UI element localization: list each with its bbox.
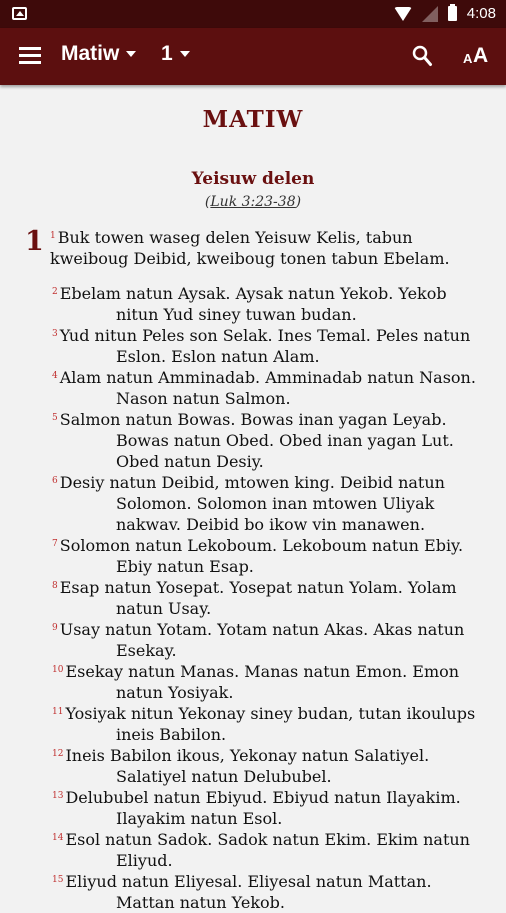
verse-number: 12 [52, 749, 64, 759]
verse-text: Alam natun Amminadab. Amminadab natun Nason. Nason natun Salmon. [59, 368, 476, 408]
verse-text: Eliyud natun Eliyesal. Eliyesal natun Mattan. Mattan natun Yekob. [65, 872, 432, 912]
chapter-number: 1 [25, 226, 44, 257]
cell-signal-icon [422, 6, 438, 22]
verse[interactable] [52, 661, 492, 703]
verse[interactable] [52, 325, 492, 367]
verse-text: Yosiyak nitun Yekonay siney budan, tutan ikoulups ineis Babilon. [65, 704, 476, 744]
verse-text: Ineis Babilon ikous, Yekonay natun Salatiyel. Salatiyel natun Delububel. [65, 746, 430, 786]
verse-number: 15 [52, 875, 64, 885]
book-title: MATIW [202, 106, 304, 133]
verse-text: Esap natun Yosepat. Yosepat natun Yolam. Yolam natun Usay. [59, 578, 457, 618]
verse[interactable] [52, 745, 492, 787]
verse-number: 8 [52, 581, 58, 591]
verse-number: 7 [52, 539, 58, 549]
wifi-icon [394, 7, 412, 21]
status-time: 4:08 [466, 5, 496, 22]
verse[interactable] [52, 619, 492, 661]
app-bar [0, 28, 506, 85]
verse[interactable] [52, 283, 492, 325]
status-bar [0, 0, 506, 28]
battery-icon [448, 6, 457, 21]
verse-text: Ebelam natun Aysak. Aysak natun Yekob. Yekob nitun Yud siney tuwan budan. [59, 284, 447, 324]
chevron-down-icon [180, 51, 190, 57]
verse-number: 11 [52, 707, 64, 717]
verse-number: 5 [52, 413, 58, 423]
verse-text: Salmon natun Bowas. Bowas inan yagan Leyab. Bowas natun Obed. Obed inan yagan Lut. Obed natun Desiy. [59, 410, 454, 471]
verse-number: 2 [52, 287, 58, 297]
verse[interactable] [52, 703, 492, 745]
verse-number: 4 [52, 371, 58, 381]
verse[interactable] [52, 409, 492, 472]
verse-text: Desiy natun Deibid, mtowen king. Deibid natun Solomon. Solomon inan mtowen Uliyak nakwav. Deibid bo ikow vin manawen. [59, 473, 445, 534]
book-selector-label: Matiw [61, 42, 120, 65]
chevron-down-icon [126, 51, 136, 57]
verse-number: 1 [50, 231, 56, 241]
cross-reference-link[interactable]: Luk 3:23-38 [210, 194, 296, 210]
scripture-content[interactable] [0, 85, 506, 912]
verse[interactable] [52, 577, 492, 619]
verse-list [52, 283, 492, 913]
verse-text: Delububel natun Ebiyud. Ebiyud natun Ilayakim. Ilayakim natun Esol. [65, 788, 461, 828]
chapter-selector-label: 1 [161, 42, 173, 65]
verse-1[interactable] [50, 227, 490, 269]
verse-text: Esekay natun Manas. Manas natun Emon. Emon natun Yosiyak. [65, 662, 460, 702]
verse[interactable] [52, 472, 492, 535]
status-icons [394, 5, 496, 22]
verse-text: Buk towen waseg delen Yeisuw Kelis, tabun kweiboug Deibid, kweiboug tonen tabun Ebelam. [50, 228, 450, 268]
verse-text: Usay natun Yotam. Yotam natun Akas. Akas natun Esekay. [59, 620, 465, 660]
verse-number: 14 [52, 833, 64, 843]
verse-text: Esol natun Sadok. Sadok natun Ekim. Ekim natun Eliyud. [65, 830, 470, 870]
verse[interactable] [52, 871, 492, 913]
gallery-notification-icon [12, 7, 27, 20]
verse[interactable] [52, 787, 492, 829]
verse-number: 3 [52, 329, 58, 339]
section-heading: Yeisuw delen [191, 169, 315, 189]
book-selector[interactable] [61, 42, 136, 66]
verse-text: Solomon natun Lekoboum. Lekoboum natun Ebiy. Ebiy natun Esap. [59, 536, 464, 576]
verse-text: Yud nitun Peles son Selak. Ines Temal. Peles natun Eslon. Eslon natun Alam. [59, 326, 471, 366]
chapter-selector[interactable] [161, 42, 190, 66]
search-icon[interactable] [412, 45, 432, 67]
cross-reference[interactable]: (Luk 3:23-38) [204, 194, 302, 210]
text-size-icon[interactable]: A A [463, 44, 489, 67]
verse-number: 6 [52, 476, 58, 486]
verse[interactable] [52, 829, 492, 871]
verse[interactable] [52, 535, 492, 577]
verse-number: 13 [52, 791, 64, 801]
menu-icon[interactable] [19, 47, 41, 65]
verse-number: 9 [52, 623, 58, 633]
verse-number: 10 [52, 665, 64, 675]
verse[interactable] [52, 367, 492, 409]
